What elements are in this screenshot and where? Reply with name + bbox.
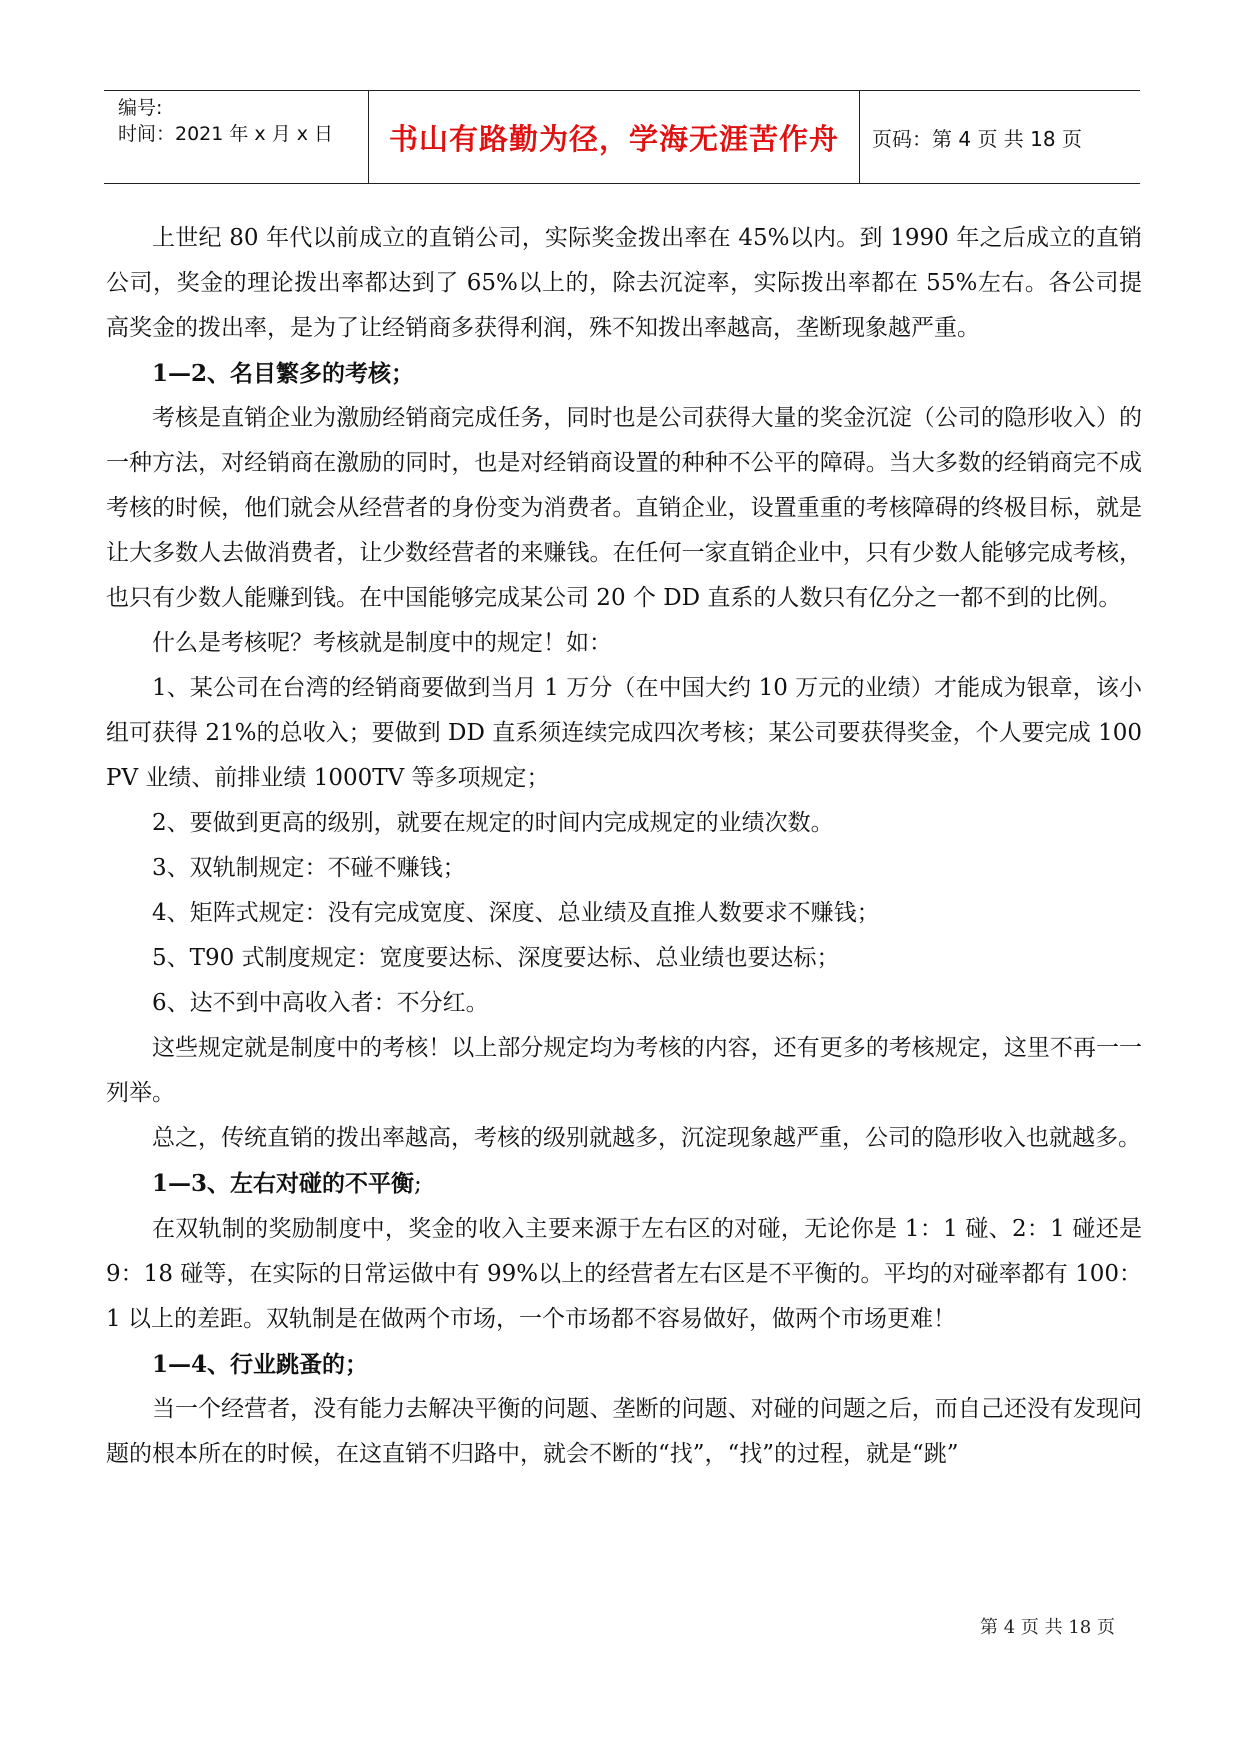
document-body	[106, 216, 1142, 1477]
list-item: 1、某公司在台湾的经销商要做到当月 1 万分（在中国大约 10 万元的业绩）才能成为银章，该小组可获得 21%的总收入；要做到 DD 直系须连续完成四次考核；某公司要获得奖金，个人要完成 100 PV 业绩、前排业绩 1000TV 等多项规定；	[106, 675, 1142, 791]
list-item: 5、T90 式制度规定：宽度要达标、深度要达标、总业绩也要达标；	[152, 945, 840, 971]
header-info-cell	[104, 91, 369, 183]
paragraph: 什么是考核呢？考核就是制度中的规定！如：	[152, 630, 612, 656]
paragraph: 在双轨制的奖励制度中，奖金的收入主要来源于左右区的对碰，无论你是 1：1 碰、2：1 碰还是 9：18 碰等，在实际的日常运做中有 99%以上的经营者左右区是不平衡的。平均的对碰率都有 100：1 以上的差距。双轨制是在做两个市场，一个市场都不容易做好，做两个市场更难！	[106, 1216, 1142, 1332]
paragraph: 当一个经营者，没有能力去解决平衡的问题、垄断的问题、对碰的问题之后，而自己还没有发现问题的根本所在的时候，在这直销不归路中，就会不断的“找”，“找”的过程，就是“跳”	[106, 1396, 1142, 1467]
header-page-cell	[860, 91, 1140, 183]
section-heading	[106, 1161, 1142, 1207]
paragraph: 总之，传统直销的拨出率越高，考核的级别就越多，沉淀现象越严重，公司的隐形收入也就越多。	[152, 1125, 1141, 1151]
page-footer: 第 4 页 共 18 页	[980, 1617, 1115, 1638]
header-page-label: 页码：第 4 页 共 18 页	[872, 126, 1082, 151]
list-item: 4、矩阵式规定：没有完成宽度、深度、总业绩及直推人数要求不赚钱；	[152, 900, 880, 926]
list-item: 2、要做到更高的级别，就要在规定的时间内完成规定的业绩次数。	[152, 810, 834, 836]
section-heading-text: 1—3、左右对碰的不平衡	[152, 1170, 415, 1197]
paragraph: 考核是直销企业为激励经销商完成任务，同时也是公司获得大量的奖金沉淀（公司的隐形收入）的一种方法，对经销商在激励的同时，也是对经销商设置的种种不公平的障碍。当大多数的经销商完不成考核的时候，他们就会从经营者的身份变为消费者。直销企业，设置重重的考核障碍的终极目标，就是让大多数人去做消费者，让少数经营者的来赚钱。在任何一家直销企业中，只有少数人能够完成考核，也只有少数人能赚到钱。在中国能够完成某公司 20 个 DD 直系的人数只有亿分之一都不到的比例。	[106, 405, 1142, 611]
list-item: 6、达不到中高收入者：不分红。	[152, 990, 489, 1016]
section-heading: 1—2、名目繁多的考核；	[152, 360, 415, 387]
header-motto: 书山有路勤为径，学海无涯苦作舟	[388, 121, 839, 156]
document-time-label: 时间：2021 年 x 月 x 日	[118, 123, 334, 145]
header-motto-cell	[369, 91, 860, 183]
section-heading-punct: ;	[414, 1171, 422, 1197]
section-heading: 1—4、行业跳蚤的；	[152, 1351, 369, 1378]
page-header	[104, 90, 1140, 184]
paragraph: 这些规定就是制度中的考核！以上部分规定均为考核的内容，还有更多的考核规定，这里不再一一列举。	[106, 1035, 1142, 1106]
list-item: 3、双轨制规定：不碰不赚钱；	[152, 855, 466, 881]
document-number-label: 编号:	[118, 97, 163, 119]
paragraph: 上世纪 80 年代以前成立的直销公司，实际奖金拨出率在 45%以内。到 1990 年之后成立的直销公司，奖金的理论拨出率都达到了 65%以上的，除去沉淀率，实际拨出率都在 55%左右。各公司提高奖金的拨出率，是为了让经销商多获得利润，殊不知拨出率越高，垄断现象越严重。	[106, 225, 1142, 341]
